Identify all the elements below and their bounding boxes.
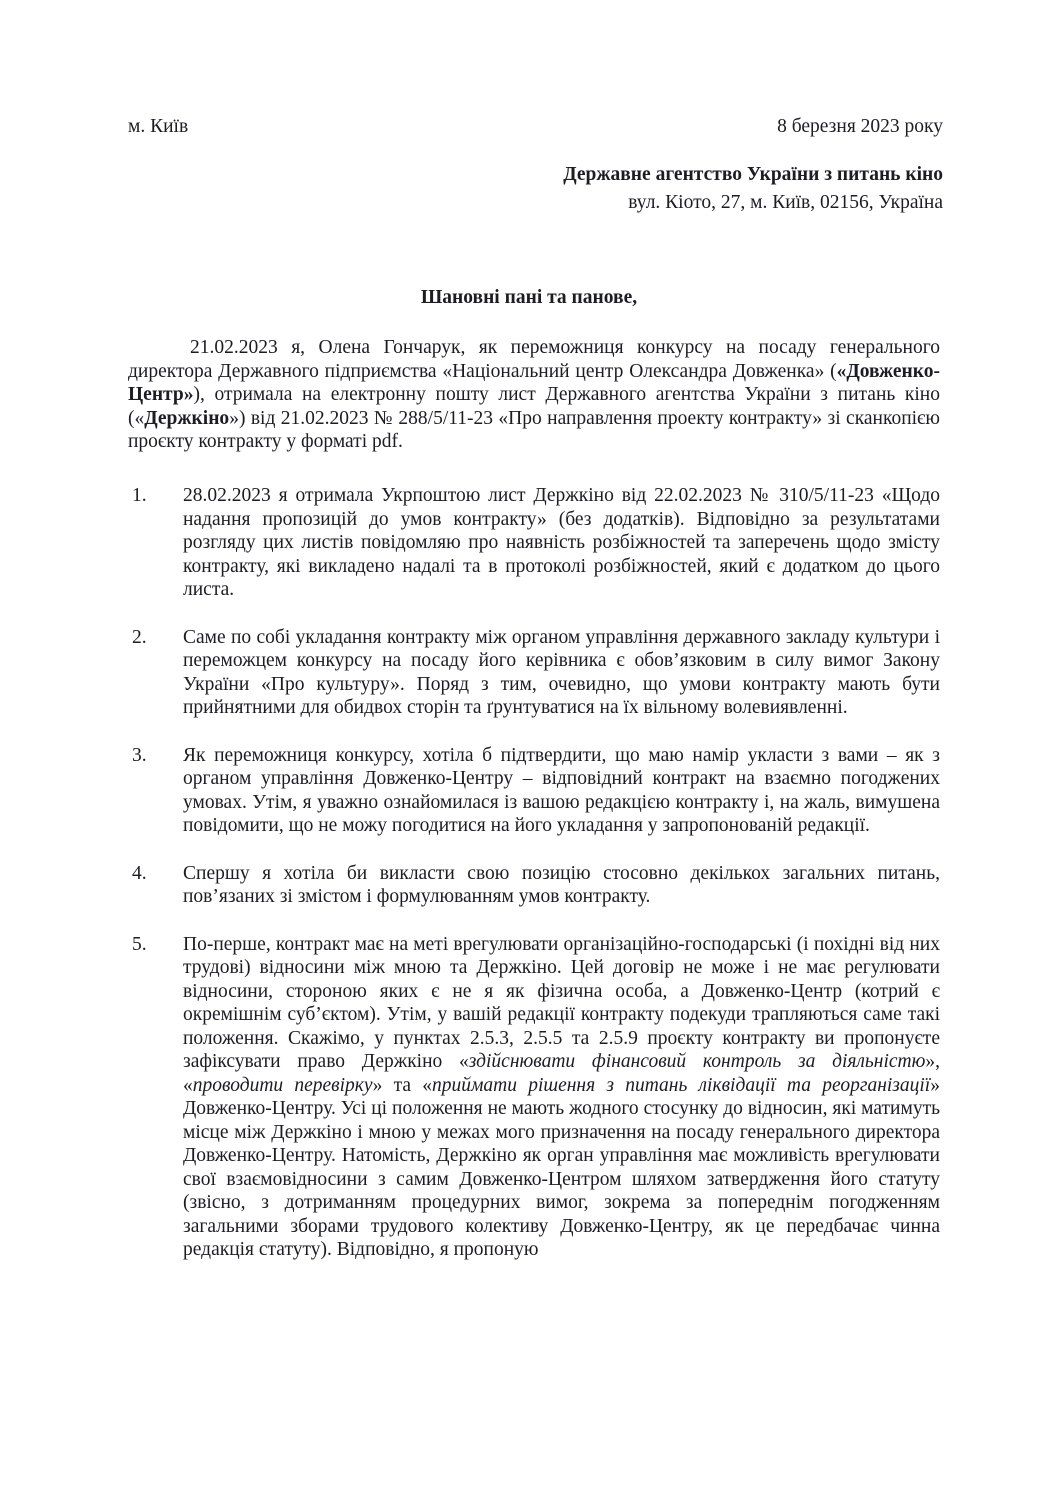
item-5-quote-2: проводити перевірку <box>192 1074 373 1096</box>
list-item <box>128 484 940 602</box>
city: м. Київ <box>128 116 189 137</box>
item-5-text-2: », « <box>183 1051 941 1096</box>
intro-quote-open: « <box>134 407 145 429</box>
list-item <box>128 744 940 838</box>
intro-text-1: 21.02.2023 я, Олена Гончарук, як переможниця конкурсу на посаду генерального директора Державного підприємства «Національний центр Олександра Довженка» ( <box>128 337 940 382</box>
recipient-address: вул. Кіото, 27, м. Київ, 02156, Україна <box>628 191 943 213</box>
numbered-list <box>128 484 940 1286</box>
item-5-text-3: » та « <box>372 1074 432 1096</box>
list-item <box>128 626 940 720</box>
intro-text-2: ), отримала на електронну пошту лист Державного агентства України з питань кіно ( <box>128 384 940 429</box>
item-5-text-4: » Довженко-Центру. Усі ці положення не мають жодного стосунку до відносин, які матимуть місце між Держкіно і мною у межах мого призначення на посаду генерального директора Довженко-Центру. Натомість, Держкіно як орган управління має можливість врегулювати свої взаємовідносини з самим Довженко-Центром шляхом затвердження його статуту (звісно, з дотриманням процедурних вимог, зокрема за попереднім погодженням загальними зборами трудового колективу Довженко-Центру, як це передбачає чинна редакція статуту). Відповідно, я пропоную <box>183 1074 940 1260</box>
salutation: Шановні пані та панове, <box>420 287 638 308</box>
item-number: 3. <box>132 744 147 766</box>
item-text: 28.02.2023 я отримала Укрпоштою лист Держкіно від 22.02.2023 № 310/5/11-23 «Щодо надання пропозицій до умов контракту» (без додатків). Відповідно за результатами розгляду цих листів повідомляю про наявність розбіжностей та заперечень щодо змісту контракту, які викладено надалі та в протоколі розбіжностей, який є додатком до цього листа. <box>183 485 940 600</box>
intro-quote-close: » <box>229 407 239 429</box>
list-item <box>128 933 940 1262</box>
intro-paragraph <box>128 336 940 454</box>
item-5-quote-1: здійснювати фінансовий контроль за діяльністю <box>468 1051 926 1072</box>
item-text <box>183 933 940 1262</box>
recipient-name: Державне агентство України з питань кіно <box>563 164 943 185</box>
item-text: Спершу я хотіла би викласти свою позицію стосовно декількох загальних питань, пов’язаних зі змістом і формулюванням умов контракту. <box>183 862 940 907</box>
intro-text-3: ) від 21.02.2023 № 288/5/11-23 «Про направлення проекту контракту» зі сканкопією проєкту контракту у форматі pdf. <box>128 407 940 452</box>
intro-term-dovzhenko: «Довженко-Центр» <box>128 360 940 405</box>
item-number: 5. <box>132 933 147 955</box>
item-number: 4. <box>132 862 147 884</box>
recipient-block <box>523 163 943 214</box>
item-text: Саме по собі укладання контракту між органом управління державного закладу культури і переможцем конкурсу на посаду його керівника є обов’язковим в силу вимог Закону України «Про культуру». Поряд з тим, очевидно, що умови контракту мають бути прийнятними для обидвох сторін та ґрунтуватися на їх вільному волевиявленні. <box>183 626 940 718</box>
letter-date: 8 березня 2023 року <box>777 116 943 137</box>
item-number: 1. <box>132 485 147 506</box>
item-5-text-1: По-перше, контракт має на меті врегулювати організаційно-господарські (і похідні від них трудові) відносини між мною та Держкіно. Цей договір не може і не має регулювати відносини, стороною яких є не я як фізична особа, а Довженко-Центр (котрий є окремішнім суб’єктом). Утім, у вашій редакції контракту подекуди трапляються саме такі положення. Скажімо, у пунктах 2.5.3, 2.5.5 та 2.5.9 проєкту контракту ви пропонуєте зафіксувати право Держкіно « <box>183 933 940 1072</box>
item-text: Як переможниця конкурсу, хотіла б підтвердити, що маю намір укласти з вами – як з органом управління Довженко-Центру – відповідний контракт на взаємно погоджених умовах. Утім, я уважно ознайомилася із вашою редакцією контракту і, на жаль, вимушена повідомити, що не можу погодитися на його укладання у запропонованій редакції. <box>183 744 940 836</box>
item-5-quote-3: приймати рішення з питань ліквідації та реорганізації <box>431 1074 931 1096</box>
list-item <box>128 862 940 909</box>
item-number: 2. <box>132 626 147 648</box>
intro-term-derzhkino: Держкіно <box>144 407 230 429</box>
